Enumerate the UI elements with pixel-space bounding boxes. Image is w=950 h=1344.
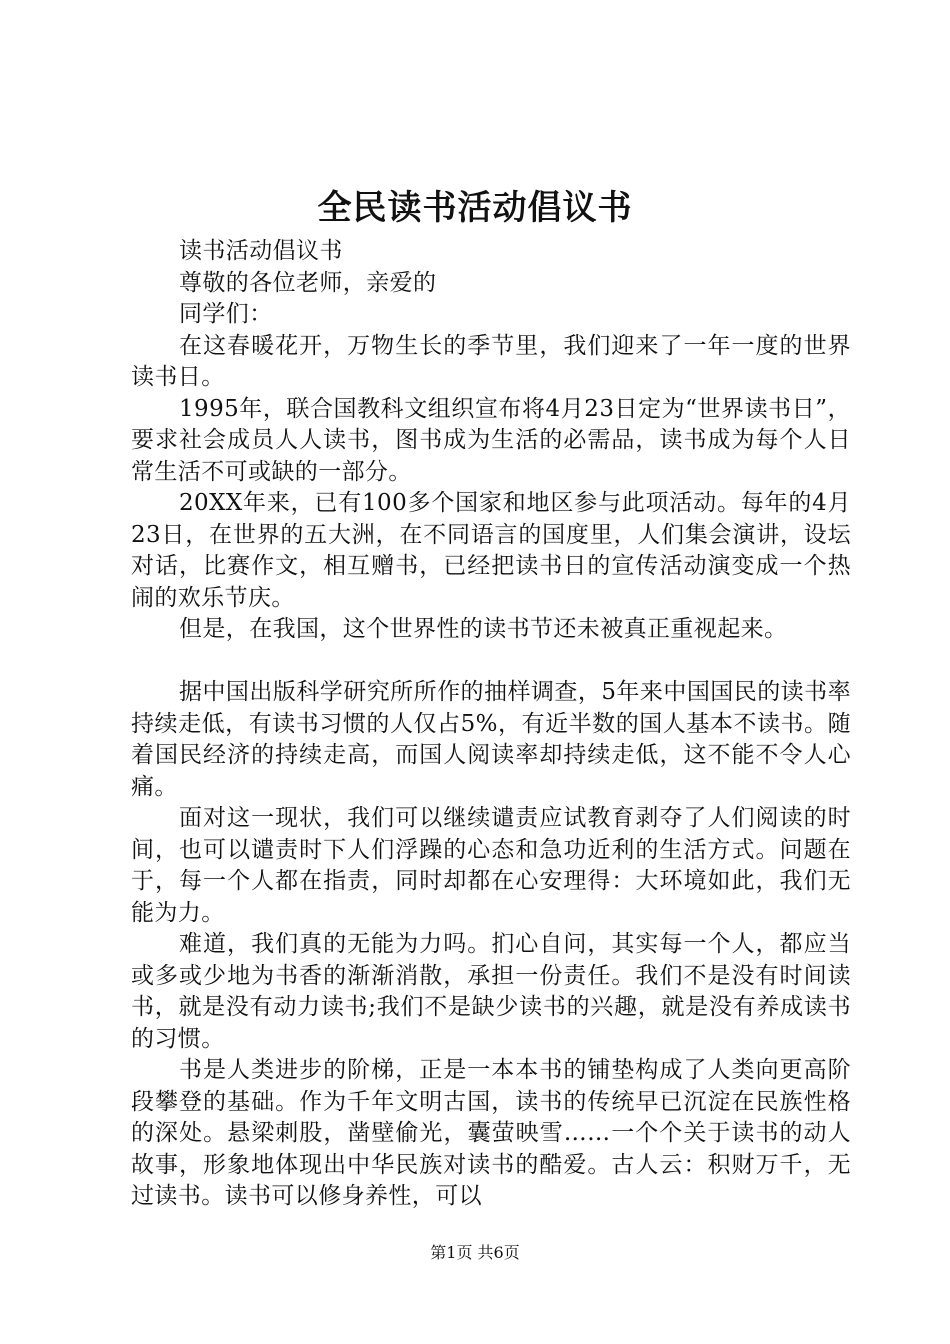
paragraph: 在这春暖花开，万物生长的季节里，我们迎来了一年一度的世界读书日。 — [131, 332, 851, 390]
page-footer: 第1页 共6页 — [430, 1243, 520, 1262]
paragraph: 20XX年来，已有100多个国家和地区参与此项活动。每年的4月23日，在世界的五大洲，在不同语言的国度里，人们集会演讲，设坛对话，比赛作文，相互赠书，已经把读书日的宣传活动演变成一个热闹的欢乐节庆。 — [131, 490, 851, 611]
paragraph: 1995年，联合国教科文组织宣布将4月23日定为“世界读书日”，要求社会成员人人读书，图书成为生活的必需品，读书成为每个人日常生活不可或缺的一部分。 — [131, 395, 851, 485]
paragraph-heading: 读书活动倡议书 — [179, 238, 343, 264]
paragraph: 难道，我们真的无能为力吗。扪心自问，其实每一个人，都应当或多或少地为书香的渐渐消散，承担一份责任。我们不是没有时间读书，就是没有动力读书;我们不是缺少读书的兴趣，就是没有养成读书的习惯。 — [131, 931, 851, 1052]
paragraph-salutation-cont: 同学们： — [179, 301, 273, 327]
paragraph: 据中国出版科学研究所所作的抽样调查，5年来中国国民的读书率持续走低，有读书习惯的人仅占5%，有近半数的国人基本不读书。随着国民经济的持续走高，而国人阅读率却持续走低，这不能不令人心痛。 — [131, 679, 851, 800]
paragraph: 书是人类进步的阶梯，正是一本本书的铺垫构成了人类向更高阶段攀登的基础。作为千年文明古国，读书的传统早已沉淀在民族性格的深处。悬梁刺股，凿壁偷光，囊萤映雪……一个个关于读书的动人故事，形象地体现出中华民族对读书的酷爱。古人云：积财万千，无过读书。读书可以修身养性，可以 — [131, 1057, 851, 1209]
paragraph: 面对这一现状，我们可以继续谴责应试教育剥夺了人们阅读的时间，也可以谴责时下人们浮躁的心态和急功近利的生活方式。问题在于，每一个人都在指责，同时却都在心安理得：大环境如此，我们无能为力。 — [131, 805, 851, 926]
paragraph: 但是，在我国，这个世界性的读书节还未被真正重视起来。 — [179, 616, 788, 642]
document-body — [131, 236, 851, 1213]
document-title: 全民读书活动倡议书 — [317, 188, 633, 228]
paragraph-salutation: 尊敬的各位老师，亲爱的 — [179, 269, 437, 296]
